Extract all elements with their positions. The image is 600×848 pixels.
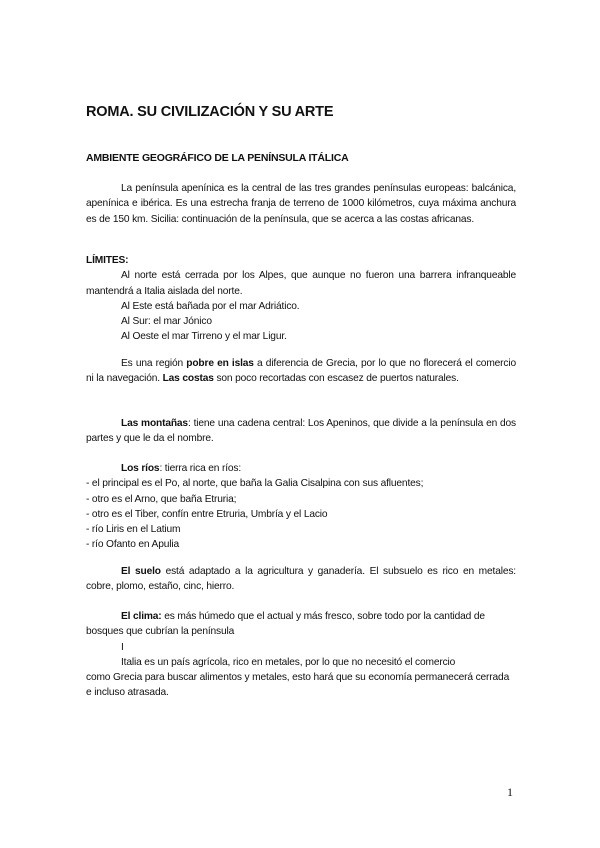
clima-bold: El clima:	[121, 611, 162, 622]
islas-pre: Es una región	[121, 358, 187, 369]
rios-item: - río Liris en el Latium	[86, 524, 181, 536]
islas-mid: a diferencia de Grecia, por lo que no florecerá el comercio ni la navegación.	[86, 358, 516, 385]
rios-text: : tierra rica en ríos:	[159, 463, 242, 474]
limites-norte: Al norte está cerrada por los Alpes, que aunque no fueron una barrera infranqueable mantendrá a Italia aislada del norte.	[86, 270, 516, 297]
rios-item: - otro es el Tiber, confín entre Etruria, Umbría y el Lacio	[86, 508, 328, 520]
rios-section	[86, 461, 516, 553]
rios-item: - el principal es el Po, al norte, que baña la Galia Cisalpina con sus afluentes;	[86, 478, 424, 490]
page-number: 1	[507, 785, 513, 799]
limites-este: Al Este está bañada por el mar Adriático.	[121, 300, 300, 312]
italia-rest: como Grecia para buscar alimentos y metales, esto hará que su economía permanecerá cerrada e incluso atrasada.	[86, 672, 510, 699]
islas-paragraph	[86, 356, 516, 387]
islas-bold-1: pobre en islas	[186, 358, 254, 369]
italia-line-1: Italia es un país agrícola, rico en metales, por lo que no necesitó el comercio	[121, 656, 456, 668]
montanas-text: : tiene una cadena central: Los Apeninos, que divide a la península en dos partes y que le da el nombre.	[86, 418, 517, 445]
suelo-paragraph	[86, 564, 516, 595]
rios-item: - río Ofanto en Apulia	[86, 539, 179, 551]
suelo-bold: El suelo	[121, 566, 161, 577]
clima-paragraph	[86, 609, 516, 640]
intro-paragraph: La península apenínica es la central de las tres grandes penínsulas europeas: balcánica, apenínica e ibérica. Es una estrecha franja de terreno de 1000 kilómetros, cuya máxima anchura es de 150 km. Sicilia: continuación de la península, que se acerca a las costas africanas.	[86, 183, 516, 225]
islas-post: son poco recortadas con escasez de puertos naturales.	[213, 373, 459, 385]
limites-section	[86, 253, 516, 345]
text-cursor-mark: I	[121, 641, 124, 653]
section-heading: AMBIENTE GEOGRÁFICO DE LA PENÍNSULA ITÁLICA	[86, 152, 349, 164]
limites-heading: LÍMITES:	[86, 255, 129, 266]
limites-sur: Al Sur: el mar Jónico	[121, 316, 212, 328]
islas-bold-2: Las costas	[162, 373, 214, 385]
limites-oeste: Al Oeste el mar Tirreno y el mar Ligur.	[121, 331, 287, 343]
suelo-text: está adaptado a la agricultura y ganadería. El subsuelo es rico en metales: cobre, plomo, estaño, cinc, hierro.	[86, 566, 516, 593]
document-title: ROMA. SU CIVILIZACIÓN Y SU ARTE	[86, 104, 334, 120]
clima-text: es más húmedo que el actual y más fresco, sobre todo por la cantidad de bosques que cubrían la península	[86, 611, 485, 638]
montanas-paragraph	[86, 416, 516, 447]
montanas-bold: Las montañas	[121, 418, 188, 429]
rios-bold: Los ríos	[121, 463, 160, 474]
clima-section	[86, 609, 516, 701]
rios-item: - otro es el Arno, que baña Etruria;	[86, 493, 237, 505]
rios-heading	[86, 461, 516, 476]
